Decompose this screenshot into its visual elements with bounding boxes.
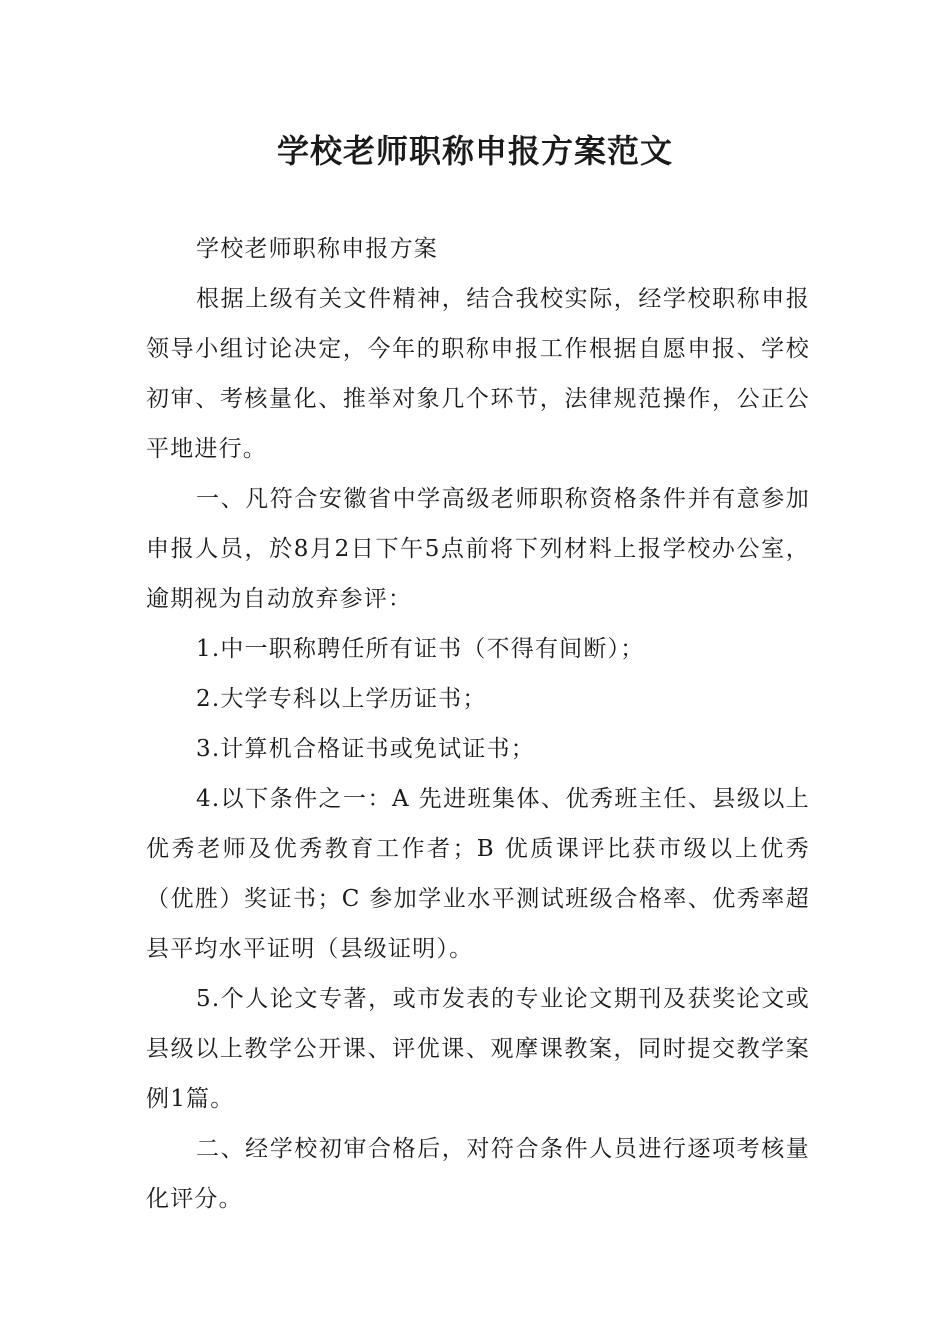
list-item-5: 5.个人论文专著，或市发表的专业论文期刊及获奖论文或县级以上教学公开课、评优课、观摩课教案，同时提交教学案例1篇。 xyxy=(146,986,810,1112)
paragraph-section-one: 一、凡符合安徽省中学高级老师职称资格条件并有意参加申报人员，於8月2日下午5点前将下列材料上报学校办公室，逾期视为自动放弃参评： xyxy=(146,486,810,612)
paragraph-section-two: 二、经学校初审合格后，对符合条件人员进行逐项考核量化评分。 xyxy=(146,1136,810,1212)
list-item-1: 1.中一职称聘任所有证书（不得有间断）； xyxy=(196,636,645,662)
document-body xyxy=(146,224,810,1224)
document-title: 学校老师职称申报方案范文 xyxy=(276,132,673,170)
list-item-4: 4.以下条件之一：A 先进班集体、优秀班主任、县级以上优秀老师及优秀教育工作者；B 优质课评比获市级以上优秀（优胜）奖证书；C 参加学业水平测试班级合格率、优秀率超县平均水平证明（县级证明）。 xyxy=(146,786,810,962)
paragraph-intro: 根据上级有关文件精神，结合我校实际，经学校职称申报领导小组讨论决定，今年的职称申报工作根据自愿申报、学校初审、考核量化、推举对象几个环节，法律规范操作，公正公平地进行。 xyxy=(146,286,810,462)
paragraph-subtitle: 学校老师职称申报方案 xyxy=(196,236,438,262)
list-item-3: 3.计算机合格证书或免试证书； xyxy=(196,736,535,762)
list-item-2: 2.大学专科以上学历证书； xyxy=(196,686,487,712)
